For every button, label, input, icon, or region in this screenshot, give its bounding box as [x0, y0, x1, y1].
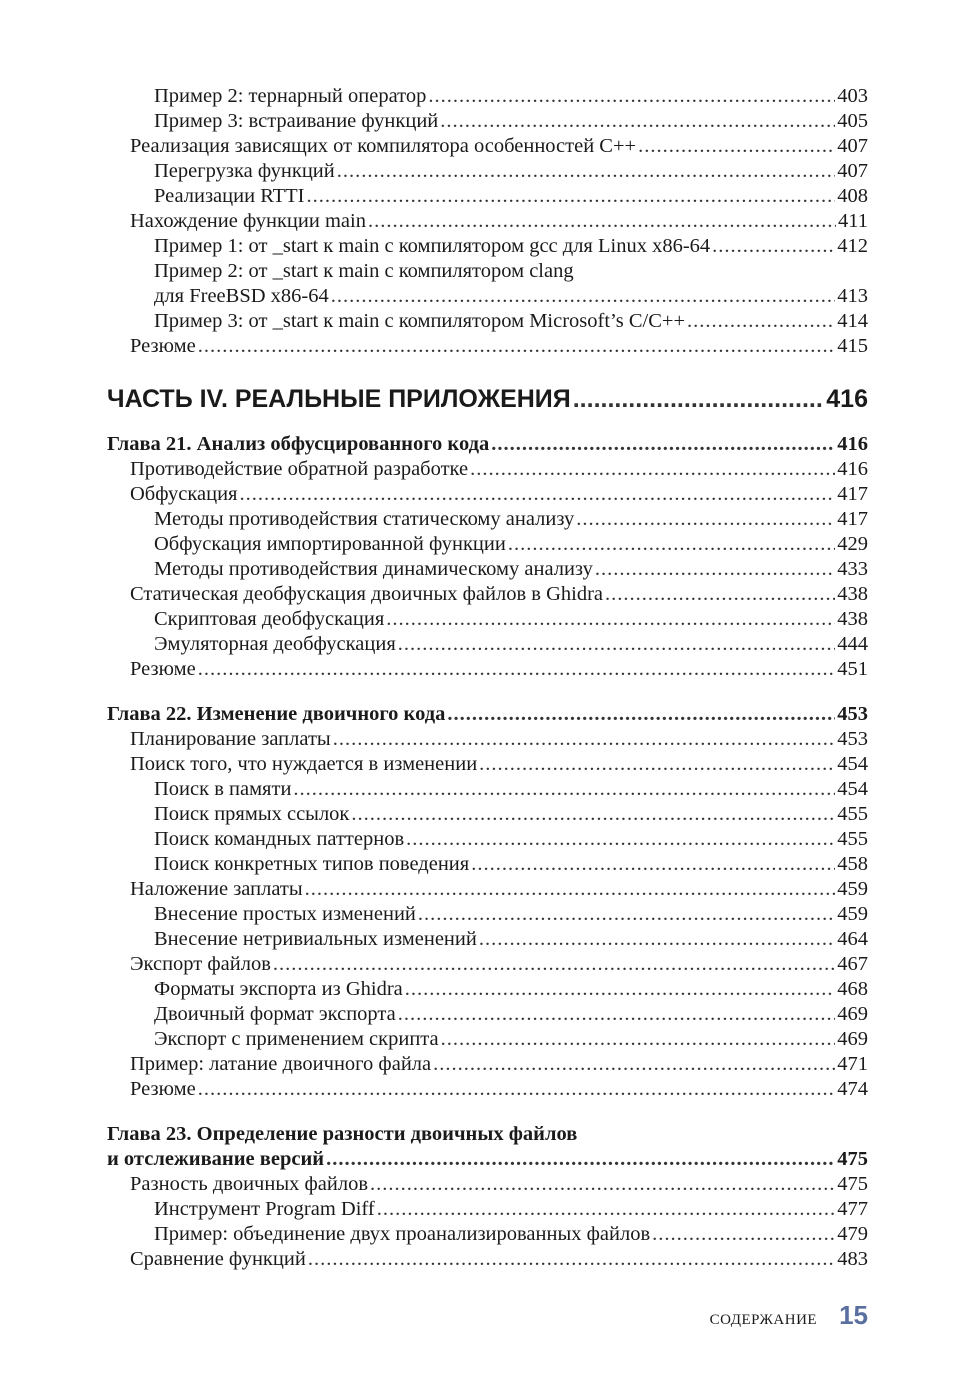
entry-title: Скриптовая деобфускация	[154, 608, 385, 630]
entry-page-number: 475	[837, 1173, 868, 1195]
entry-title: Пример 1: от _start к main с компилятором gcc для Linux x86-64	[154, 235, 711, 257]
toc-entry[interactable]	[107, 852, 868, 877]
dot-leader	[687, 309, 835, 334]
dot-leader	[433, 1052, 835, 1077]
dot-leader	[712, 234, 835, 259]
entry-page-number: 483	[837, 1248, 868, 1270]
entry-title: Резюме	[130, 658, 196, 680]
dot-leader	[326, 1147, 835, 1172]
toc-entry[interactable]	[107, 309, 868, 334]
toc-entry[interactable]	[107, 507, 868, 532]
toc-entry[interactable]	[107, 977, 868, 1002]
entry-title: Пример: латание двоичного файла	[130, 1053, 432, 1075]
entry-page-number: 413	[837, 285, 868, 307]
dot-leader	[368, 209, 836, 234]
toc-entry[interactable]	[107, 1222, 868, 1247]
toc-entry[interactable]	[107, 582, 868, 607]
dot-leader	[198, 334, 836, 359]
dot-leader	[305, 877, 836, 902]
dot-leader	[441, 1027, 836, 1052]
toc-entry[interactable]	[107, 184, 868, 209]
entry-page-number: 417	[837, 483, 868, 505]
entry-title: Экспорт с применением скрипта	[154, 1028, 439, 1050]
dot-leader	[595, 557, 835, 582]
entry-page-number: 444	[837, 633, 868, 655]
toc-entry[interactable]	[107, 952, 868, 977]
entry-page-number: 453	[837, 703, 868, 725]
entry-title: Статическая деобфускация двоичных файлов в Ghidra	[130, 583, 603, 605]
dot-leader	[573, 384, 825, 414]
dot-leader	[198, 1077, 836, 1102]
dot-leader	[308, 1247, 835, 1272]
toc-entry[interactable]	[107, 284, 868, 309]
toc-entry[interactable]	[107, 657, 868, 682]
entry-title: ЧАСТЬ IV. РЕАЛЬНЫЕ ПРИЛОЖЕНИЯ	[107, 385, 571, 413]
toc-entry[interactable]	[107, 632, 868, 657]
dot-leader	[273, 952, 835, 977]
entry-page-number: 471	[837, 1053, 868, 1075]
entry-page-number: 433	[837, 558, 868, 580]
toc-entry[interactable]	[107, 1197, 868, 1222]
dot-leader	[398, 1002, 836, 1027]
entry-page-number: 468	[837, 978, 868, 1000]
toc-entry[interactable]	[107, 777, 868, 802]
entry-title: Планирование заплаты	[130, 728, 331, 750]
toc-entry[interactable]	[107, 1077, 868, 1102]
entry-page-number: 412	[837, 235, 868, 257]
entry-page-number: 459	[837, 878, 868, 900]
entry-title: Пример 2: тернарный оператор	[154, 85, 427, 107]
dot-leader	[428, 84, 835, 109]
entry-page-number: 417	[837, 508, 868, 530]
entry-title: Поиск в памяти	[154, 778, 292, 800]
entry-title: Методы противодействия динамическому анализу	[154, 558, 593, 580]
toc-entry[interactable]	[107, 134, 868, 159]
dot-leader	[471, 852, 835, 877]
entry-page-number: 403	[837, 85, 868, 107]
dot-leader	[405, 977, 836, 1002]
entry-title: Глава 23. Определение разности двоичных файлов	[107, 1123, 578, 1145]
entry-title: Внесение простых изменений	[154, 903, 416, 925]
entry-page-number: 408	[837, 185, 868, 207]
entry-title: Поиск того, что нуждается в изменении	[130, 753, 478, 775]
toc-entry[interactable]	[107, 234, 868, 259]
entry-title: Пример 2: от _start к main с компилятором clang	[154, 260, 574, 282]
entry-title: Противодействие обратной разработке	[130, 458, 469, 480]
dot-leader	[406, 827, 835, 852]
entry-page-number: 411	[838, 210, 868, 232]
entry-title: Нахождение функции main	[130, 210, 366, 232]
toc-chapter[interactable]	[107, 1147, 868, 1172]
dot-leader	[293, 777, 835, 802]
entry-page-number: 451	[837, 658, 868, 680]
toc-entry[interactable]	[107, 802, 868, 827]
dot-leader	[386, 607, 835, 632]
entry-title: Внесение нетривиальных изменений	[154, 928, 477, 950]
entry-title: Разность двоичных файлов	[130, 1173, 368, 1195]
entry-title: Поиск прямых ссылок	[154, 803, 350, 825]
toc-chapter[interactable]	[107, 702, 868, 727]
dot-leader	[440, 109, 835, 134]
dot-leader	[331, 284, 836, 309]
toc-entry[interactable]	[107, 209, 868, 234]
entry-title: Пример 3: встраивание функций	[154, 110, 439, 132]
dot-leader	[479, 752, 835, 777]
entry-title: Методы противодействия статическому анализу	[154, 508, 575, 530]
entry-title: Обфускация импортированной функции	[154, 533, 506, 555]
entry-title: Обфускация	[130, 483, 238, 505]
dot-leader	[239, 482, 835, 507]
entry-page-number: 459	[837, 903, 868, 925]
entry-title: Глава 22. Изменение двоичного кода	[107, 703, 446, 725]
dot-leader	[307, 184, 836, 209]
entry-page-number: 458	[837, 853, 868, 875]
entry-page-number: 429	[837, 533, 868, 555]
entry-page-number: 479	[837, 1223, 868, 1245]
table-of-contents	[107, 84, 868, 1272]
dot-leader	[398, 632, 835, 657]
entry-page-number: 454	[837, 778, 868, 800]
toc-entry[interactable]	[107, 1052, 868, 1077]
entry-page-number: 438	[837, 608, 868, 630]
toc-entry[interactable]	[107, 607, 868, 632]
dot-leader	[638, 134, 835, 159]
entry-page-number: 407	[837, 160, 868, 182]
entry-page-number: 438	[837, 583, 868, 605]
entry-title: Поиск конкретных типов поведения	[154, 853, 470, 875]
dot-leader	[198, 657, 836, 682]
entry-title: Форматы экспорта из Ghidra	[154, 978, 403, 1000]
entry-page-number: 416	[837, 433, 868, 455]
dot-leader	[418, 902, 835, 927]
toc-entry[interactable]	[107, 532, 868, 557]
entry-title: Эмуляторная деобфускация	[154, 633, 396, 655]
entry-page-number: 415	[837, 335, 868, 357]
dot-leader	[491, 432, 835, 457]
toc-entry[interactable]	[107, 482, 868, 507]
toc-entry[interactable]	[107, 927, 868, 952]
entry-title: Резюме	[130, 335, 196, 357]
toc-entry[interactable]	[107, 84, 868, 109]
entry-page-number: 474	[837, 1078, 868, 1100]
entry-page-number: 416	[837, 458, 868, 480]
toc-entry[interactable]	[107, 1172, 868, 1197]
entry-page-number: 455	[837, 803, 868, 825]
toc-entry[interactable]	[107, 457, 868, 482]
toc-entry[interactable]	[107, 1002, 868, 1027]
entry-page-number: 414	[837, 310, 868, 332]
dot-leader	[508, 532, 835, 557]
entry-title: Сравнение функций	[130, 1248, 306, 1270]
entry-page-number: 467	[837, 953, 868, 975]
entry-title: Реализации RTTI	[154, 185, 305, 207]
running-header: СОДЕРЖАНИЕ	[709, 1312, 818, 1328]
entry-page-number: 416	[826, 385, 868, 413]
entry-page-number: 453	[837, 728, 868, 750]
toc-entry[interactable]	[107, 1027, 868, 1052]
dot-leader	[337, 159, 836, 184]
dot-leader	[377, 1197, 836, 1222]
entry-title: Двоичный формат экспорта	[154, 1003, 396, 1025]
entry-page-number: 455	[837, 828, 868, 850]
toc-entry[interactable]	[107, 334, 868, 359]
toc-entry[interactable]	[107, 159, 868, 184]
entry-page-number: 454	[837, 753, 868, 775]
dot-leader	[351, 802, 835, 827]
entry-page-number: 469	[837, 1003, 868, 1025]
toc-entry[interactable]	[107, 727, 868, 752]
entry-title: Реализация зависящих от компилятора особенностей C++	[130, 135, 637, 157]
dot-leader	[652, 1222, 835, 1247]
entry-page-number: 475	[837, 1148, 868, 1170]
toc-entry[interactable]	[107, 259, 868, 284]
entry-title: для FreeBSD x86-64	[154, 285, 329, 307]
toc-entry[interactable]	[107, 752, 868, 777]
page-footer	[710, 1300, 868, 1331]
toc-entry[interactable]	[107, 109, 868, 134]
entry-title: Наложение заплаты	[130, 878, 303, 900]
entry-title: Резюме	[130, 1078, 196, 1100]
entry-page-number: 464	[837, 928, 868, 950]
dot-leader	[447, 702, 835, 727]
dot-leader	[605, 582, 835, 607]
entry-title: Глава 21. Анализ обфусцированного кода	[107, 433, 490, 455]
entry-title: Инструмент Program Diff	[154, 1198, 375, 1220]
page-number: 15	[839, 1300, 868, 1330]
entry-title: и отслеживание версий	[107, 1148, 325, 1170]
entry-title: Пример 3: от _start к main с компилятором Microsoft’s C/C++	[154, 310, 686, 332]
dot-leader	[576, 507, 835, 532]
entry-title: Экспорт файлов	[130, 953, 271, 975]
toc-entry[interactable]	[107, 902, 868, 927]
toc-entry[interactable]	[107, 557, 868, 582]
toc-entry[interactable]	[107, 827, 868, 852]
entry-title: Пример: объединение двух проанализированных файлов	[154, 1223, 651, 1245]
entry-page-number: 477	[837, 1198, 868, 1220]
entry-page-number: 407	[837, 135, 868, 157]
toc-entry[interactable]	[107, 877, 868, 902]
entry-page-number: 469	[837, 1028, 868, 1050]
toc-entry[interactable]	[107, 1247, 868, 1272]
toc-chapter[interactable]	[107, 1122, 868, 1147]
toc-chapter[interactable]	[107, 432, 868, 457]
entry-title: Поиск командных паттернов	[154, 828, 405, 850]
dot-leader	[333, 727, 836, 752]
dot-leader	[479, 927, 835, 952]
entry-page-number: 405	[837, 110, 868, 132]
entry-title: Перегрузка функций	[154, 160, 335, 182]
dot-leader	[370, 1172, 835, 1197]
toc-part[interactable]	[107, 384, 868, 414]
dot-leader	[470, 457, 835, 482]
